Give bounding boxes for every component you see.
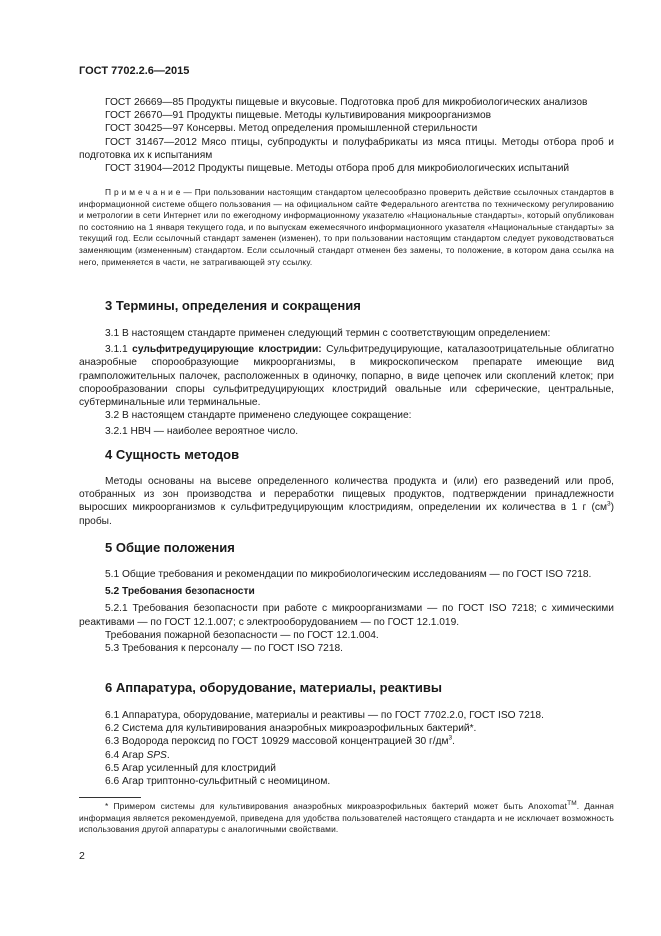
list-item: 6.6 Агар триптонно-сульфитный с неомицином. [105,776,331,788]
note-label: П р и м е ч а н и е — [105,187,192,197]
section-5-title: 5 Общие положения [105,540,235,555]
reference-item: ГОСТ 31467—2012 Мясо птицы, субпродукты и полуфабрикаты из мяса птицы. Методы отбора проб и подготовка их к испытаниям [79,136,614,161]
term: сульфитредуцирующие клостридии: [132,344,322,356]
paragraph: 5.1 Общие требования и рекомендации по микробиологическим исследованиям — по ГОСТ ISO 7218. [105,569,592,580]
footnote: * Примером системы для культивирования анаэробных микроаэрофильных бактерий может быть Anoxomat™. Данная информация является рекомендуемой, приведена для удобства пользователей настоящего стандарта и не исключает возможность использования другой аппаратуры с аналогичными свойствами. [79,800,614,835]
list-item: 6.3 Водорода пероксид по ГОСТ 10929 массовой концентрацией 30 $г/дм^3$. [105,735,455,748]
section-5-body [79,568,614,655]
paragraph: 5.3 Требования к персоналу — по ГОСТ ISO 7218. [105,643,344,655]
list-item: 6.4 Агар SPS. [105,749,170,761]
reference-item: ГОСТ 26669—85 Продукты пищевые и вкусовые. Подготовка проб для микробиологических анализов [105,97,588,108]
footnote-divider [79,797,141,798]
note [79,187,614,268]
list-item: 6.2 Система для культивирования анаэробных микроаэрофильных бактерий*. [105,723,477,735]
section-4-body [79,475,614,528]
paragraph: 5.2.1 Требования безопасности при работе с микроорганизмами — по ГОСТ ISO 7218; с химическими реактивами — по ГОСТ 12.1.007; с электрооборудованием — по ГОСТ 12.1.019. [79,603,614,628]
term-definition: 3.1.1 сульфитредуцирующие клостридии: Сульфитредуцирующие, каталазоотрицательные облигатно анаэробные спорообразующие микроорганизмы, в микроскопическом препарате имеющие вид грамположительных палочек, расположенных в одиночку, попарно, в виде цепочек или скоплений клеток; при спорообразовании споры сульфитредуцирующих клостридий овальные или сферические, центральные, субтерминальные или терминальные. [79,344,614,409]
section-6-body [79,709,614,788]
note-text: При пользовании настоящим стандартом целесообразно проверить действие ссылочных стандартов в информационной системе общего пользования — на официальном сайте Федерального агентства по техническому регулированию и метрологии в сети Интернет или по ежегодному информационному указателю «Национальные стандарты», который опубликован по состоянию на 1 января текущего года, и по выпускам ежемесячного информационного указателя «Национальные стандарты» за текущий год. Если ссылочный стандарт заменен (изменен), то при пользовании настоящим стандартом следует руководствоваться заменяющим (измененным) стандартом. Если ссылочный стандарт отменен без замены, то положение, в котором дана ссылка на него, применяется в части, не затрагивающей эту ссылку. [79,187,615,267]
list-item: 6.5 Агар усиленный для клостридий [105,762,276,774]
section-3-body [79,327,614,439]
paragraph: 3.2 В настоящем стандарте применено следующее сокращение: [105,410,412,422]
list-item: 6.1 Аппаратура, оборудование, материалы и реактивы — по ГОСТ 7702.2.0, ГОСТ ISO 7218. [105,710,544,721]
section-4-title: 4 Сущность методов [105,447,240,462]
section-3-title: 3 Термины, определения и сокращения [105,298,361,313]
normative-references [79,96,614,175]
reference-item: ГОСТ 26670—91 Продукты пищевые. Методы культивирования микроорганизмов [105,110,492,122]
paragraph: Требования пожарной безопасности — по ГОСТ 12.1.004. [105,629,379,641]
section-6-title: 6 Аппаратура, оборудование, материалы, реактивы [105,680,442,695]
paragraph: Методы основаны на высеве определенного количества продукта и (или) его разведений или проб, отобранных из зон производства и переработки пищевых продуктов, подтверждении принадлежности выросших микроорганизмов к сульфитредуцирующим клостридиям, определении их количества в 1 г $(см^3)$ пробы. [79,476,614,527]
document-header: ГОСТ 7702.2.6—2015 [79,65,190,77]
page-number: 2 [79,850,85,862]
reference-item: ГОСТ 30425—97 Консервы. Метод определения промышленной стерильности [105,123,478,135]
paragraph: 3.1 В настоящем стандарте применен следующий термин с соответствующим определением: [105,328,551,339]
reference-item: ГОСТ 31904—2012 Продукты пищевые. Методы отбора проб для микробиологических испытаний [105,163,570,175]
subsection-title: 5.2 Требования безопасности [105,586,255,598]
paragraph: 3.2.1 НВЧ — наиболее вероятное число. [105,426,299,438]
